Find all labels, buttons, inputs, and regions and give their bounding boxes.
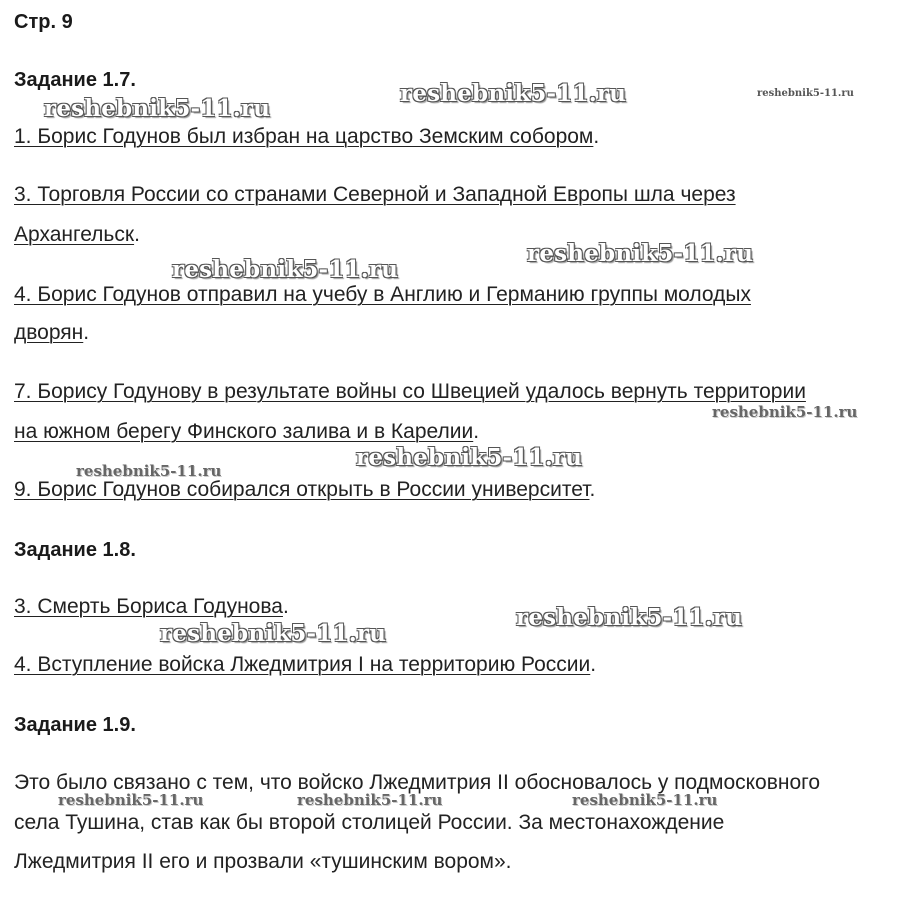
task-1-9-line-2: села Тушина, став как бы второй столицей России. За местонахождение: [14, 811, 725, 834]
task-1-9-line-1: Это было связано с тем, что войско Лжедмитрия II обосновалось у подмосковного: [14, 771, 821, 794]
answer-punct: .: [134, 223, 140, 246]
watermark: reshebnik5-11.ru: [76, 462, 222, 480]
answer-punct: .: [589, 478, 596, 501]
task-1-9-line-3: Лжедмитрия II его и прозвали «тушинским вором».: [14, 850, 512, 873]
task-1-7-answer-9: [14, 477, 595, 503]
task-1-7-heading: Задание 1.7.: [14, 69, 136, 91]
answer-text: 9. Борис Годунов собирался открыть в России университет: [14, 478, 590, 501]
task-1-7-answer-1: [14, 124, 599, 150]
page-label: Стр. 9: [14, 11, 73, 33]
task-1-8-heading: Задание 1.8.: [14, 539, 136, 561]
answer-punct: .: [83, 321, 90, 344]
answer-punct: .: [590, 653, 597, 676]
watermark: reshebnik5-11.ru: [572, 791, 718, 809]
answer-text: дворян: [14, 321, 84, 344]
task-1-7-answer-3-line1: [14, 182, 736, 208]
answer-text: 3. Торговля России со странами Северной и Западной Европы шла через: [14, 183, 736, 206]
watermark: reshebnik5-11.ru: [757, 88, 854, 99]
answer-punct: .: [282, 595, 289, 618]
task-1-7-answer-7-line1: [14, 379, 806, 405]
answer-text: 7. Борису Годунову в результате войны со Швецией удалось вернуть территории: [14, 380, 806, 403]
answer-text: на южном берегу Финского залива и в Карелии: [14, 420, 474, 443]
task-1-7-answer-3-line2: [14, 222, 140, 248]
answer-text: 4. Борис Годунов отправил на учебу в Англию и Германию группы молодых: [14, 283, 751, 306]
task-1-8-answer-4: [14, 652, 596, 678]
task-1-7-answer-7-line2: [14, 419, 479, 445]
answer-text: 3. Смерть Бориса Годунова: [14, 595, 283, 618]
watermark: reshebnik5-11.ru: [160, 620, 387, 647]
task-1-7-answer-4-line2: [14, 320, 89, 346]
task-1-9-heading: Задание 1.9.: [14, 714, 136, 736]
task-1-8-answer-3: [14, 594, 289, 620]
watermark: reshebnik5-11.ru: [172, 256, 399, 283]
answer-punct: .: [473, 420, 480, 443]
watermark: reshebnik5-11.ru: [516, 604, 743, 631]
watermark: reshebnik5-11.ru: [712, 403, 858, 421]
answer-text: 1. Борис Годунов был избран на царство Земским собором: [14, 125, 594, 148]
answer-text: Архангельск: [14, 223, 135, 246]
watermark: reshebnik5-11.ru: [297, 791, 443, 809]
watermark: reshebnik5-11.ru: [44, 95, 271, 122]
answer-punct: .: [593, 125, 600, 148]
watermark: reshebnik5-11.ru: [400, 80, 627, 107]
watermark: reshebnik5-11.ru: [58, 791, 204, 809]
watermark: reshebnik5-11.ru: [356, 444, 583, 471]
task-1-7-answer-4-line1: [14, 282, 751, 308]
answer-text: 4. Вступление войска Лжедмитрия I на территорию России: [14, 653, 591, 676]
watermark: reshebnik5-11.ru: [527, 240, 754, 267]
